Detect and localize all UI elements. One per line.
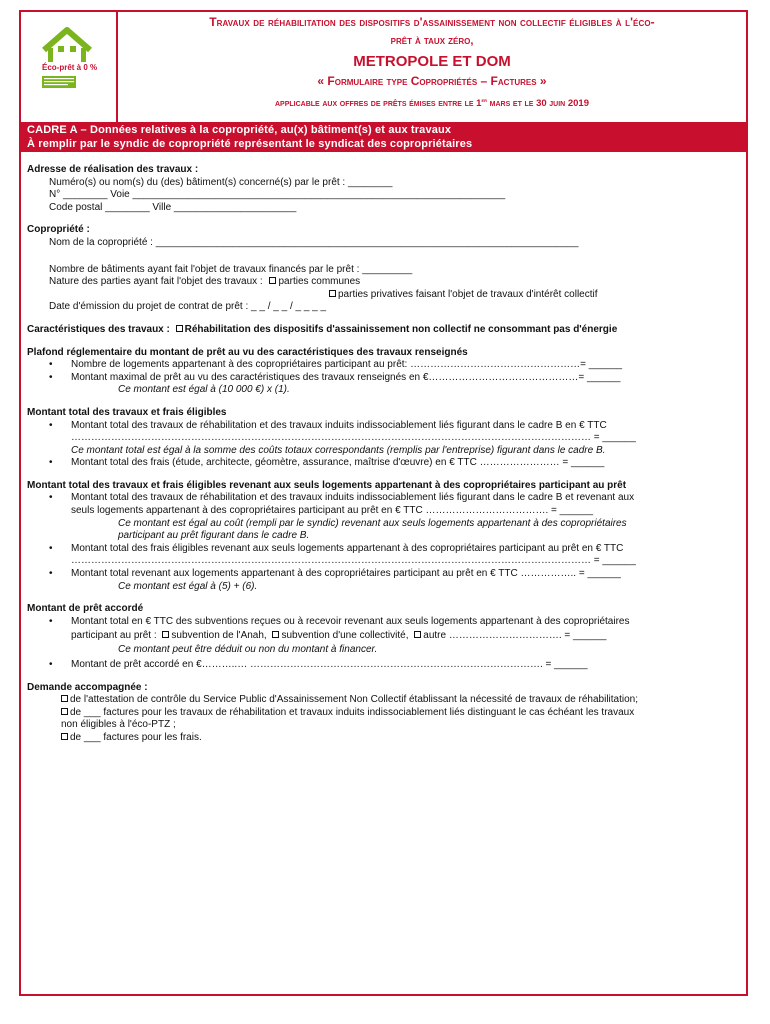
montant-pret-accorde-field[interactable]: Montant de prêt accordé en €………..… ……………………………………………………………………………. = ______ bbox=[71, 659, 588, 670]
montant-frais-logements-field[interactable]: ………………………………………………………………………………………………………………………………………… = ______ bbox=[71, 555, 636, 567]
metropole-title: METROPOLE ET DOM bbox=[353, 53, 511, 70]
rehabilitation-checkbox[interactable] bbox=[176, 325, 183, 332]
factures-travaux-label-cont: non éligibles à l'éco-PTZ ; bbox=[61, 719, 176, 731]
attestation-label: de l'attestation de contrôle du Service Public d'Assainissement Non Collectif établissant la nécessité de travaux de réhabilitation; bbox=[70, 694, 639, 706]
montant-frais-logements-label: Montant total des frais éligibles revenant aux seuls logements appartenant à des copropriétaires participant au prêt en € TTC bbox=[71, 542, 624, 554]
plafond-item-1 bbox=[27, 359, 727, 372]
parties-communes-checkbox[interactable] bbox=[269, 277, 276, 284]
subvention-autre-field[interactable]: autre ……………………………. = ______ bbox=[423, 630, 607, 642]
subvention-collectivite-checkbox[interactable] bbox=[272, 631, 279, 638]
bullet-icon: • bbox=[49, 615, 53, 627]
montant-pret-item-1 bbox=[27, 616, 727, 629]
nature-parties-row bbox=[27, 276, 727, 289]
form-header bbox=[118, 14, 746, 113]
parties-communes-label: parties communes bbox=[278, 276, 361, 288]
bullet-icon: • bbox=[49, 659, 53, 670]
subvention-anah-checkbox[interactable] bbox=[162, 631, 169, 638]
adresse-title: Adresse de réalisation des travaux : bbox=[27, 164, 199, 175]
applicable-prefix: applicable aux offres de prêts émises entre le 1 bbox=[274, 98, 482, 110]
plafond-title: Plafond réglementaire du montant de prêt au vu des caractéristiques des travaux renseignés bbox=[27, 346, 468, 358]
demande-item-2 bbox=[27, 707, 727, 720]
parties-privatives-checkbox[interactable] bbox=[329, 290, 336, 297]
demande-title: Demande accompagnée : bbox=[27, 681, 148, 693]
montant-total-item-2 bbox=[27, 457, 727, 470]
montant-logements-item-1 bbox=[27, 492, 727, 505]
demande-item-3 bbox=[27, 732, 727, 745]
subvention-autre-checkbox[interactable] bbox=[414, 631, 421, 638]
voie-field[interactable]: N° ________ Voie ___________________________________________________________________ bbox=[49, 189, 506, 201]
subvention-collectivite-label: subvention d'une collectivité, bbox=[281, 630, 409, 642]
subventions-note: Ce montant peut être déduit ou non du montant à financer. bbox=[118, 644, 378, 656]
montant-travaux-logements-field[interactable]: seuls logements appartenant à des copropriétaires participant au prêt en € TTC ………………………………. = ______ bbox=[71, 505, 594, 517]
cadre-a-banner bbox=[21, 122, 746, 152]
montant-total-item-1 bbox=[27, 420, 727, 433]
factures-frais-label: de ___ factures pour les frais. bbox=[70, 731, 202, 743]
eco-pret-logo-text: Éco-prêt à 0 % bbox=[42, 63, 98, 72]
factures-travaux-label: de ___ factures pour les travaux de réhabilitation et travaux induits indissociablement liés distinguant le cas échéant les travaux bbox=[70, 706, 635, 718]
eco-pret-logo-graphic bbox=[28, 20, 106, 100]
montant-logements-item-3 bbox=[27, 568, 727, 581]
nature-parties-label: Nature des parties ayant fait l'objet des travaux : bbox=[49, 276, 263, 288]
title-line-1: Travaux de réhabilitation des dispositifs d'assainissement non collectif éligibles à l'éco- bbox=[209, 15, 655, 29]
cadre-a-subtitle: À remplir par le syndic de copropriété représentant le syndicat des copropriétaires bbox=[27, 137, 473, 150]
attestation-checkbox[interactable] bbox=[61, 695, 68, 702]
nom-copro-field[interactable]: Nom de la copropriété : ____________________________________________________________________________ bbox=[49, 236, 579, 248]
montant-travaux-note: Ce montant total est égal à la somme des coûts totaux correspondants (remplis par l'entreprise) figurant dans le cadre B. bbox=[71, 444, 606, 456]
subvention-anah-label: subvention de l'Anah, bbox=[171, 630, 267, 642]
bullet-icon: • bbox=[49, 492, 53, 504]
applicable-dates bbox=[118, 92, 746, 113]
montant-frais-field[interactable]: Montant total des frais (étude, architecte, géomètre, assurance, maîtrise d'œuvre) en € TTC …………………… = ______ bbox=[71, 457, 605, 469]
applicable-suffix: mars et le 30 juin 2019 bbox=[487, 98, 590, 110]
montant-logements-item-2 bbox=[27, 543, 727, 556]
montant-pret-title: Montant de prêt accordé bbox=[27, 603, 144, 615]
bullet-icon: • bbox=[49, 359, 53, 371]
montant-travaux-logements-label: Montant total des travaux de réhabilitation et des travaux induits indissociablement liés figurant dans le cadre B et revenant aux bbox=[71, 492, 635, 504]
code-postal-ville-field[interactable]: Code postal ________ Ville ______________________ bbox=[49, 201, 297, 213]
bullet-icon: • bbox=[49, 568, 53, 580]
subventions-label: Montant total en € TTC des subventions reçues ou à recevoir revenant aux seuls logements appartenant à des copropriétaires bbox=[71, 615, 630, 627]
nb-batiments-field[interactable]: Nombre de bâtiments ayant fait l'objet de travaux financés par le prêt : _________ bbox=[49, 263, 413, 275]
bullet-icon: • bbox=[49, 542, 53, 554]
form-body bbox=[27, 164, 727, 745]
montant-logements-title: Montant total des travaux et frais éligibles revenant aux seuls logements appartenant à des copropriétaires participant au prêt bbox=[27, 479, 627, 491]
subventions-prefix: participant au prêt : bbox=[71, 630, 157, 642]
rehabilitation-label: Réhabilitation des dispositifs d'assainissement non collectif ne consommant pas d'énergie bbox=[184, 323, 618, 335]
bullet-icon: • bbox=[49, 419, 53, 431]
copro-title: Copropriété : bbox=[27, 224, 90, 236]
montant-travaux-logements-note-2: participant au prêt figurant dans le cadre B. bbox=[118, 530, 310, 542]
plafond-item-2 bbox=[27, 372, 727, 385]
demande-item-1 bbox=[27, 694, 727, 707]
bullet-icon: • bbox=[49, 457, 53, 469]
parties-privatives-label: parties privatives faisant l'objet de travaux d'intérêt collectif bbox=[338, 288, 598, 300]
plafond-note: Ce montant est égal à (10 000 €) x (1). bbox=[118, 384, 290, 396]
batiment-field[interactable]: Numéro(s) ou nom(s) du (des) bâtiment(s) concerné(s) par le prêt : ________ bbox=[49, 176, 393, 188]
parties-privatives-row bbox=[27, 289, 727, 302]
nb-logements-field[interactable]: Nombre de logements appartenant à des copropriétaires participant au prêt: ……………………………………………= ______ bbox=[71, 359, 623, 371]
caracteristiques-label: Caractéristiques des travaux : bbox=[27, 323, 170, 335]
applicable-sup: er bbox=[481, 98, 488, 104]
form-type-title: « Formulaire type Copropriétés – Factures » bbox=[317, 74, 547, 88]
caracteristiques-row bbox=[27, 324, 727, 337]
montant-maximal-field[interactable]: Montant maximal de prêt au vu des caractéristiques des travaux renseignés en €………………………………………= ______ bbox=[71, 371, 621, 383]
title-line-2: prêt à taux zéro, bbox=[390, 35, 474, 47]
montant-travaux-label: Montant total des travaux de réhabilitation et des travaux induits indissociablement liés figurant dans le cadre B en € TTC bbox=[71, 419, 607, 431]
factures-frais-checkbox[interactable] bbox=[61, 733, 68, 740]
montant-travaux-logements-note-1: Ce montant est égal au coût (rempli par le syndic) revenant aux seuls logements appartenant à des copropriétaires bbox=[118, 517, 627, 529]
subventions-row bbox=[27, 628, 727, 644]
eco-pret-logo bbox=[28, 20, 106, 100]
factures-travaux-checkbox[interactable] bbox=[61, 708, 68, 715]
cadre-a-title: CADRE A – Données relatives à la copropriété, au(x) bâtiment(s) et aux travaux bbox=[27, 124, 452, 136]
montant-travaux-field[interactable]: ………………………………………………………………………………………………………………………………………… = ______ bbox=[71, 432, 636, 444]
bullet-icon: • bbox=[49, 371, 53, 383]
montant-pret-item-2 bbox=[27, 659, 727, 672]
montant-total-logements-note: Ce montant est égal à (5) + (6). bbox=[118, 580, 258, 592]
montant-total-logements-field[interactable]: Montant total revenant aux logements appartenant à des copropriétaires participant au prêt en € TTC …………….. = ______ bbox=[71, 568, 621, 580]
montant-total-title: Montant total des travaux et frais éligibles bbox=[27, 406, 227, 418]
date-emission-field[interactable]: Date d'émission du projet de contrat de prêt : _ _ / _ _ / _ _ _ _ bbox=[49, 301, 327, 313]
